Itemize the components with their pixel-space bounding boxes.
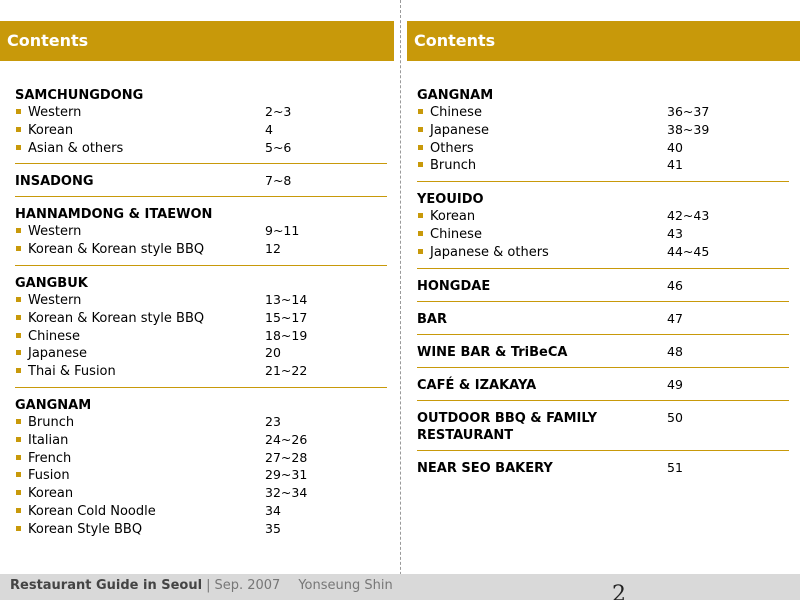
toc-section-heading bbox=[15, 206, 387, 223]
toc-item-label: Fusion bbox=[28, 468, 70, 484]
toc-item bbox=[15, 104, 387, 122]
section-title: WINE BAR & TriBeCA bbox=[417, 344, 568, 360]
toc-section bbox=[417, 460, 789, 483]
toc-item-label: Western bbox=[28, 105, 82, 120]
toc-item bbox=[15, 122, 387, 140]
toc-item-label: Others bbox=[430, 140, 474, 156]
square-bullet-icon bbox=[417, 122, 430, 140]
toc-item-page: 12 bbox=[265, 241, 281, 257]
toc-section bbox=[417, 377, 789, 401]
toc-section bbox=[15, 87, 387, 164]
toc-item-label: Brunch bbox=[28, 414, 75, 430]
square-bullet-icon bbox=[15, 363, 28, 381]
toc-section-heading bbox=[417, 87, 789, 104]
toc-item bbox=[15, 140, 387, 158]
toc-item bbox=[417, 226, 789, 244]
section-title: INSADONG bbox=[15, 174, 94, 190]
square-bullet-icon bbox=[15, 414, 28, 432]
toc-item-page: 2~3 bbox=[265, 104, 292, 119]
toc-item-label: Chinese bbox=[28, 328, 80, 344]
section-page: 51 bbox=[667, 459, 683, 475]
toc-item bbox=[15, 310, 387, 328]
toc-item-page: 20 bbox=[265, 345, 281, 361]
toc-item-page: 27~28 bbox=[265, 449, 308, 465]
section-title: CAFÉ & IZAKAYA bbox=[417, 377, 537, 393]
toc-item-label: Chinese bbox=[430, 226, 482, 242]
section-title: OUTDOOR BBQ & FAMILY RESTAURANT bbox=[417, 410, 598, 443]
toc-item bbox=[15, 432, 387, 450]
square-bullet-icon bbox=[15, 485, 28, 503]
toc-item bbox=[417, 157, 789, 175]
section-title: YEOUIDO bbox=[417, 192, 484, 208]
toc-item bbox=[15, 485, 387, 503]
toc-section-heading bbox=[417, 311, 789, 328]
toc-item-label: Korean bbox=[28, 486, 74, 502]
square-bullet-icon bbox=[417, 140, 430, 158]
square-bullet-icon bbox=[417, 226, 430, 244]
toc-item bbox=[417, 208, 789, 226]
section-page: 49 bbox=[667, 376, 683, 392]
square-bullet-icon bbox=[417, 244, 430, 262]
square-bullet-icon bbox=[15, 467, 28, 485]
toc-item-page: 36~37 bbox=[667, 104, 710, 119]
footer-separator: | bbox=[206, 578, 211, 593]
toc-section bbox=[417, 311, 789, 335]
toc-item-page: 18~19 bbox=[265, 327, 308, 343]
square-bullet-icon bbox=[15, 450, 28, 468]
section-page: 48 bbox=[667, 343, 683, 359]
toc-item-label: Korean bbox=[28, 122, 74, 138]
footer-guide-title: Restaurant Guide in Seoul bbox=[10, 578, 203, 593]
toc-section bbox=[417, 278, 789, 302]
toc-section bbox=[15, 206, 387, 266]
square-bullet-icon bbox=[417, 157, 430, 175]
section-title: NEAR SEO BAKERY bbox=[417, 460, 553, 476]
section-page: 47 bbox=[667, 310, 683, 326]
right-contents-header: Contents bbox=[407, 21, 800, 61]
square-bullet-icon bbox=[15, 122, 28, 140]
toc-item bbox=[15, 414, 387, 432]
toc-item bbox=[15, 467, 387, 485]
toc-item-label: Korean Cold Noodle bbox=[28, 503, 156, 519]
section-title: GANGNAM bbox=[15, 397, 92, 413]
toc-section-heading bbox=[15, 275, 387, 292]
section-title: HANNAMDONG & ITAEWON bbox=[15, 207, 213, 223]
toc-item-label: Western bbox=[28, 224, 82, 240]
square-bullet-icon bbox=[15, 104, 28, 122]
right-table-of-contents bbox=[417, 87, 789, 492]
section-page: 50 bbox=[667, 409, 683, 425]
toc-item-label: Brunch bbox=[430, 158, 477, 174]
toc-section-heading bbox=[417, 410, 789, 444]
square-bullet-icon bbox=[15, 292, 28, 310]
square-bullet-icon bbox=[15, 345, 28, 363]
toc-item-page: 40 bbox=[667, 139, 683, 155]
toc-item-page: 38~39 bbox=[667, 121, 710, 137]
toc-section-heading bbox=[417, 460, 789, 477]
toc-section bbox=[417, 191, 789, 268]
square-bullet-icon bbox=[15, 521, 28, 539]
square-bullet-icon bbox=[15, 328, 28, 346]
toc-section-heading bbox=[15, 87, 387, 104]
toc-item bbox=[417, 104, 789, 122]
square-bullet-icon bbox=[15, 432, 28, 450]
toc-item bbox=[417, 122, 789, 140]
left-table-of-contents bbox=[15, 87, 387, 554]
toc-section-heading bbox=[15, 173, 387, 190]
left-page bbox=[0, 0, 400, 574]
toc-item bbox=[417, 244, 789, 262]
toc-item bbox=[15, 328, 387, 346]
toc-section bbox=[417, 344, 789, 368]
toc-item bbox=[15, 363, 387, 381]
section-title: BAR bbox=[417, 311, 447, 327]
toc-item-page: 32~34 bbox=[265, 485, 308, 501]
square-bullet-icon bbox=[417, 208, 430, 226]
footer-author: Yonseung Shin bbox=[298, 578, 393, 593]
toc-item bbox=[15, 241, 387, 259]
toc-item bbox=[15, 503, 387, 521]
section-title: SAMCHUNGDONG bbox=[15, 88, 144, 103]
section-title: GANGBUK bbox=[15, 275, 88, 291]
toc-item-page: 43 bbox=[667, 225, 683, 241]
square-bullet-icon bbox=[417, 104, 430, 122]
toc-section-heading bbox=[15, 397, 387, 414]
toc-section bbox=[15, 173, 387, 197]
toc-item-page: 35 bbox=[265, 520, 281, 536]
toc-item-page: 44~45 bbox=[667, 243, 710, 259]
toc-section bbox=[417, 410, 789, 451]
section-title: HONGDAE bbox=[417, 278, 491, 294]
toc-item-page: 15~17 bbox=[265, 309, 308, 325]
toc-item bbox=[15, 345, 387, 363]
toc-item-label: Asian & others bbox=[28, 140, 124, 156]
toc-item bbox=[15, 521, 387, 539]
toc-item-page: 4 bbox=[265, 121, 273, 137]
toc-item bbox=[417, 140, 789, 158]
toc-item bbox=[15, 450, 387, 468]
toc-item-page: 29~31 bbox=[265, 467, 308, 483]
toc-item-label: Thai & Fusion bbox=[28, 364, 116, 380]
toc-section bbox=[15, 275, 387, 388]
toc-item-page: 23 bbox=[265, 413, 281, 429]
toc-section-heading bbox=[417, 377, 789, 394]
toc-item-label: Korean & Korean style BBQ bbox=[28, 242, 205, 258]
section-page: 46 bbox=[667, 277, 683, 293]
toc-item-page: 42~43 bbox=[667, 208, 710, 224]
toc-item-page: 21~22 bbox=[265, 363, 308, 379]
square-bullet-icon bbox=[15, 310, 28, 328]
toc-item-page: 5~6 bbox=[265, 139, 292, 155]
toc-item-page: 41 bbox=[667, 157, 683, 173]
toc-item bbox=[15, 223, 387, 241]
section-title: GANGNAM bbox=[417, 88, 494, 103]
toc-item-label: French bbox=[28, 450, 72, 466]
toc-section-heading bbox=[417, 191, 789, 208]
page-number: 2 bbox=[612, 582, 626, 600]
toc-item-label: Japanese bbox=[430, 122, 490, 138]
toc-item bbox=[15, 292, 387, 310]
toc-item-page: 34 bbox=[265, 502, 281, 518]
toc-item-page: 13~14 bbox=[265, 291, 308, 307]
toc-section-heading bbox=[417, 344, 789, 361]
square-bullet-icon bbox=[15, 241, 28, 259]
toc-section bbox=[417, 87, 789, 182]
toc-item-label: Italian bbox=[28, 432, 69, 448]
footer-caption bbox=[10, 578, 393, 593]
toc-item-label: Korean & Korean style BBQ bbox=[28, 310, 205, 326]
section-page: 7~8 bbox=[265, 173, 292, 189]
toc-item-label: Korean Style BBQ bbox=[28, 521, 143, 537]
toc-item-page: 24~26 bbox=[265, 431, 308, 447]
right-page bbox=[401, 0, 800, 574]
square-bullet-icon bbox=[15, 140, 28, 158]
toc-item-page: 9~11 bbox=[265, 223, 300, 239]
toc-item-label: Korean bbox=[430, 209, 476, 225]
left-contents-header: Contents bbox=[0, 21, 394, 61]
footer-date: Sep. 2007 bbox=[214, 578, 281, 593]
toc-item-label: Chinese bbox=[430, 105, 482, 120]
toc-item-label: Japanese & others bbox=[430, 244, 549, 260]
square-bullet-icon bbox=[15, 503, 28, 521]
toc-section bbox=[15, 397, 387, 545]
toc-item-label: Western bbox=[28, 292, 82, 308]
toc-item-label: Japanese bbox=[28, 346, 88, 362]
square-bullet-icon bbox=[15, 223, 28, 241]
toc-section-heading bbox=[417, 278, 789, 295]
